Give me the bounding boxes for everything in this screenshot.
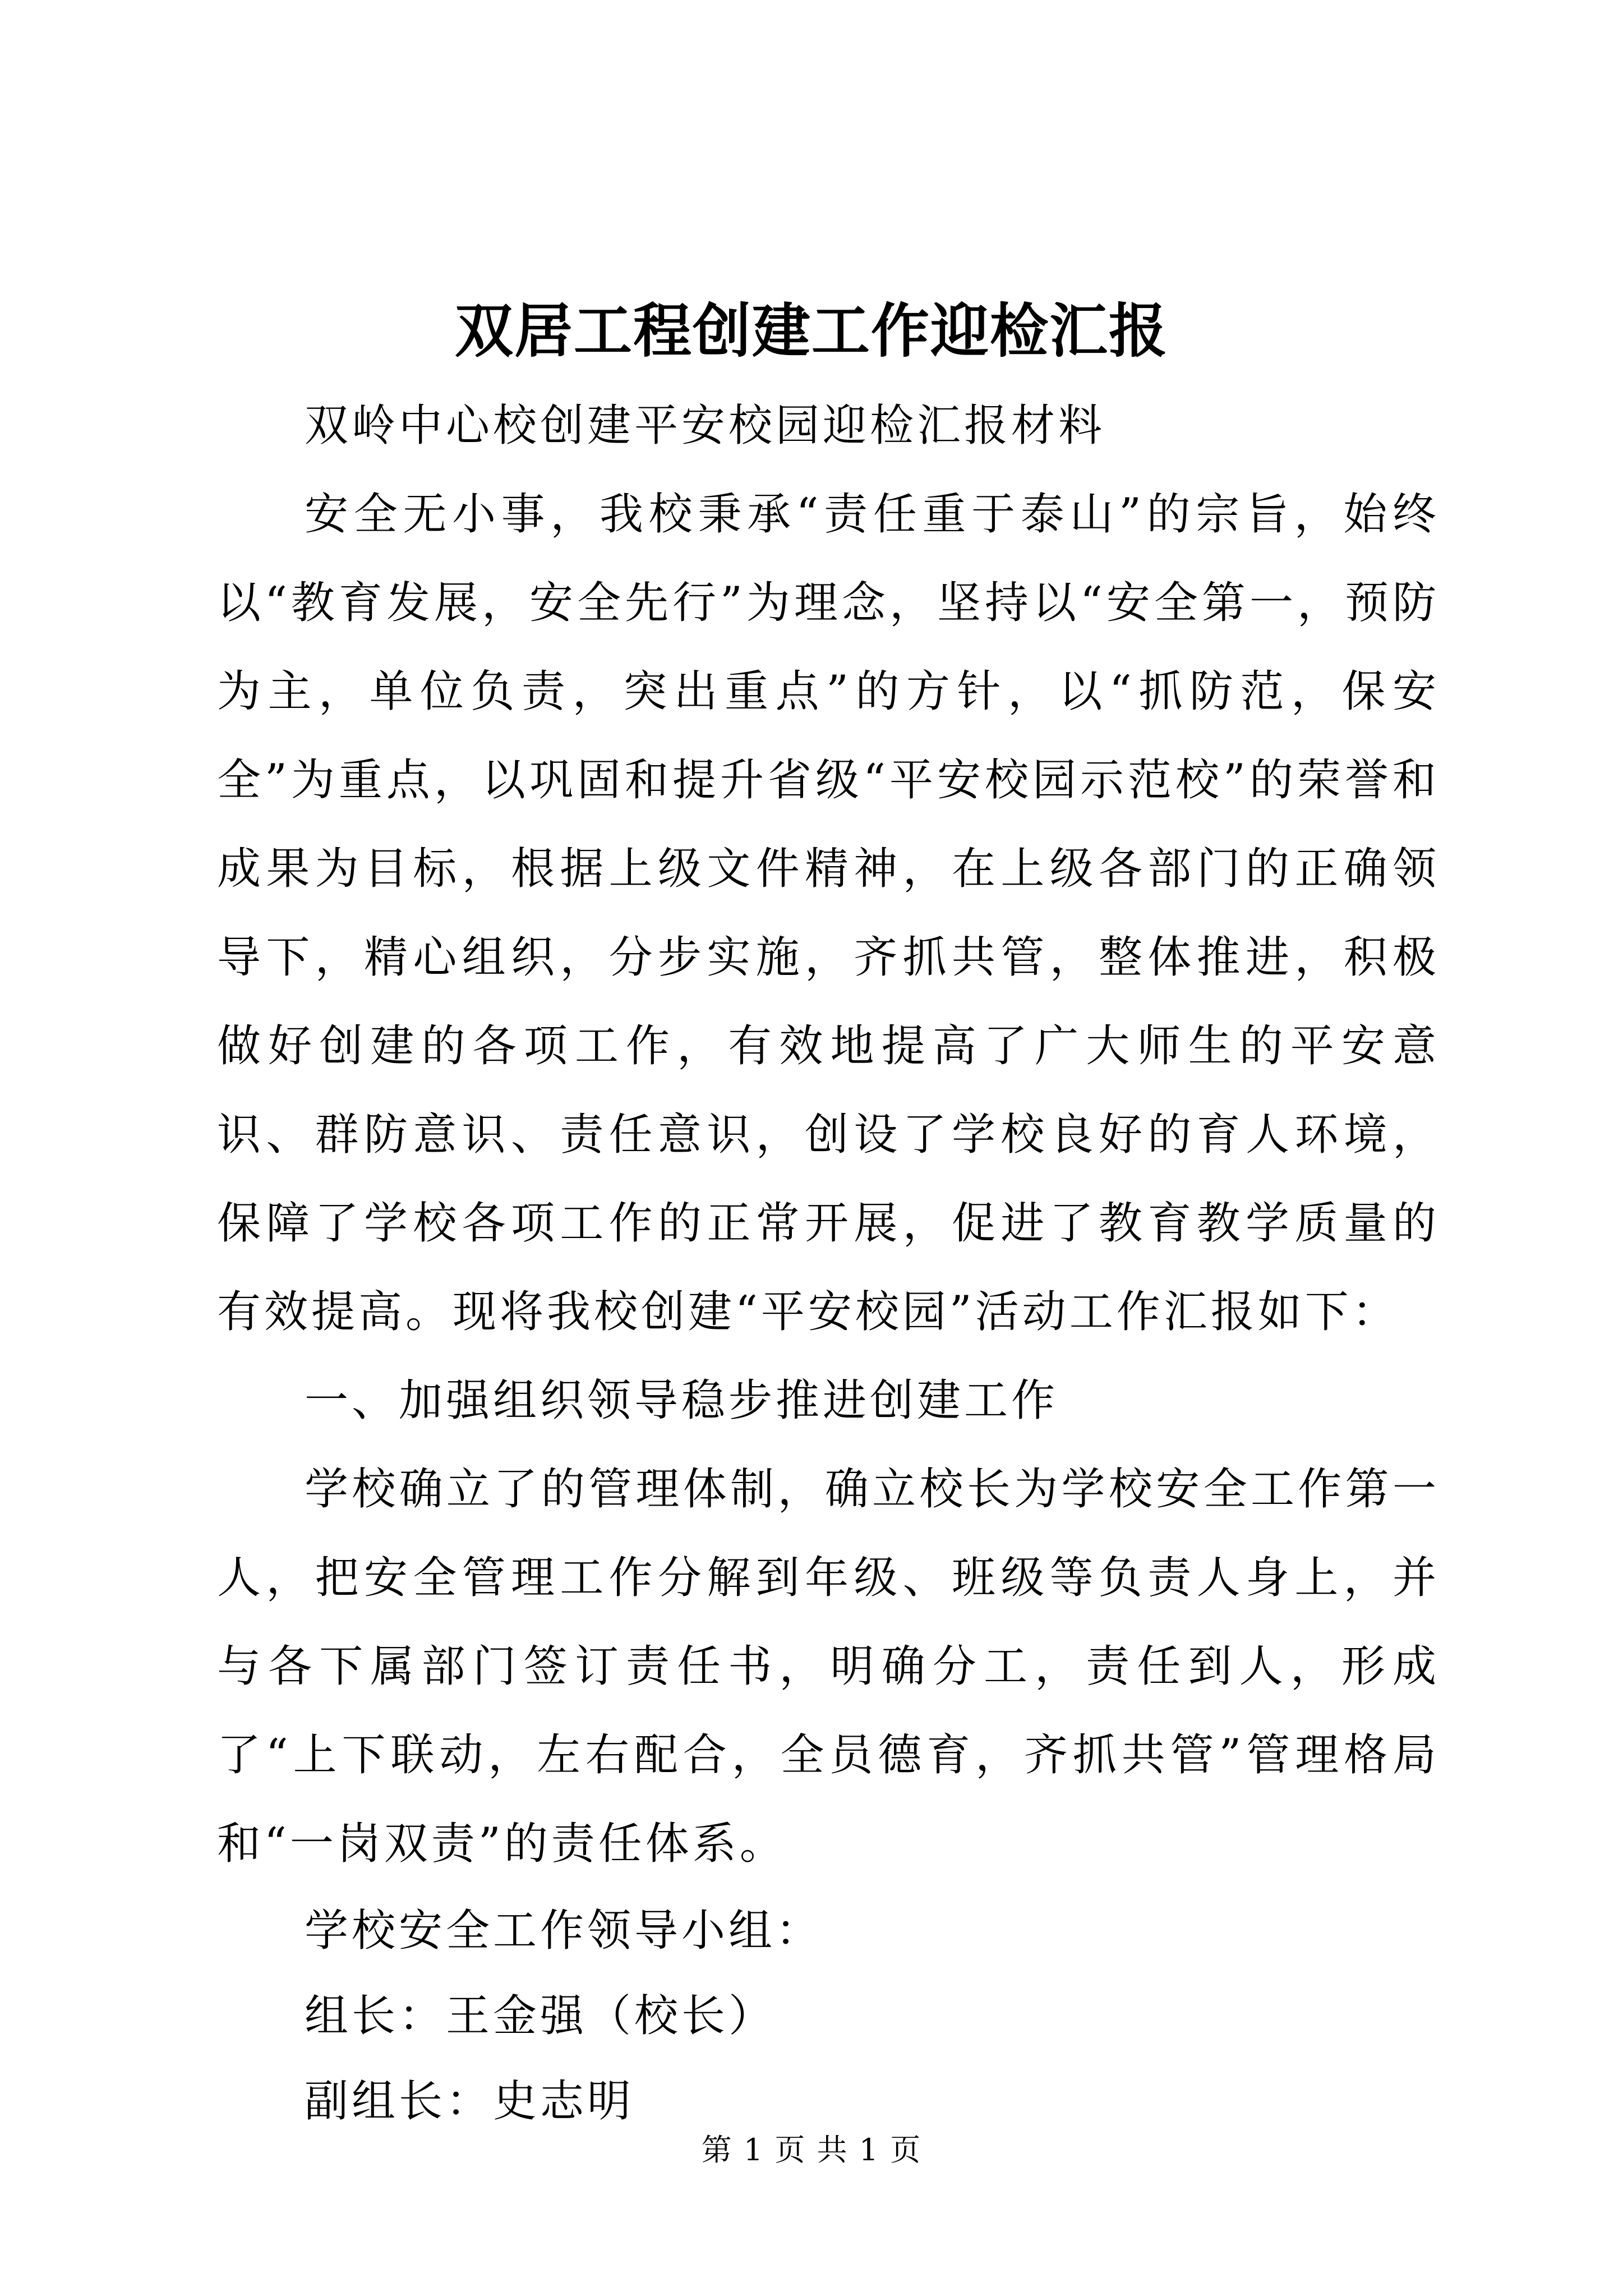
- intro-paragraph: 安全无小事，我校秉承“责任重于泰山”的宗旨，始终以“教育发展，安全先行”为理念，坚持以“安全第一，预防为主，单位负责，突出重点”的方针，以“抓防范，保安全”为重点，以巩固和提升省级“平安校园示范校”的荣誉和成果为目标，根据上级文件精神，在上级各部门的正确领导下，精心组织，分步实施，齐抓共管，整体推进，积极做好创建的各项工作，有效地提高了广大师生的平安意识、群防意识、责任意识，创设了学校良好的育人环境，保障了学校各项工作的正常开展，促进了教育教学质量的有效提高。现将我校创建“平安校园”活动工作汇报如下：: [217, 489, 1440, 1337]
- body-paragraph: 学校确立了的管理体制，确立校长为学校安全工作第一人，把安全管理工作分解到年级、班级等负责人身上，并与各下属部门签订责任书，明确分工，责任到人，形成了“上下联动，左右配合，全员德育，齐抓共管”管理格局和“一岗双责”的责任体系。: [217, 1464, 1440, 1869]
- document-body: [217, 381, 1440, 2144]
- leader-line: 组长：王金强（校长）: [305, 1991, 776, 2041]
- document-title: 双居工程创建工作迎检汇报: [454, 296, 1168, 365]
- page-number: 第 1 页 共 1 页: [701, 2132, 922, 2168]
- list-heading: 学校安全工作领导小组：: [305, 1906, 823, 1956]
- deputy-leader-line: 副组长：史志明: [305, 2076, 635, 2127]
- section-heading: 一、加强组织领导稳步推进创建工作: [305, 1375, 1059, 1426]
- subtitle-paragraph: 双岭中心校创建平安校园迎检汇报材料: [305, 401, 1106, 451]
